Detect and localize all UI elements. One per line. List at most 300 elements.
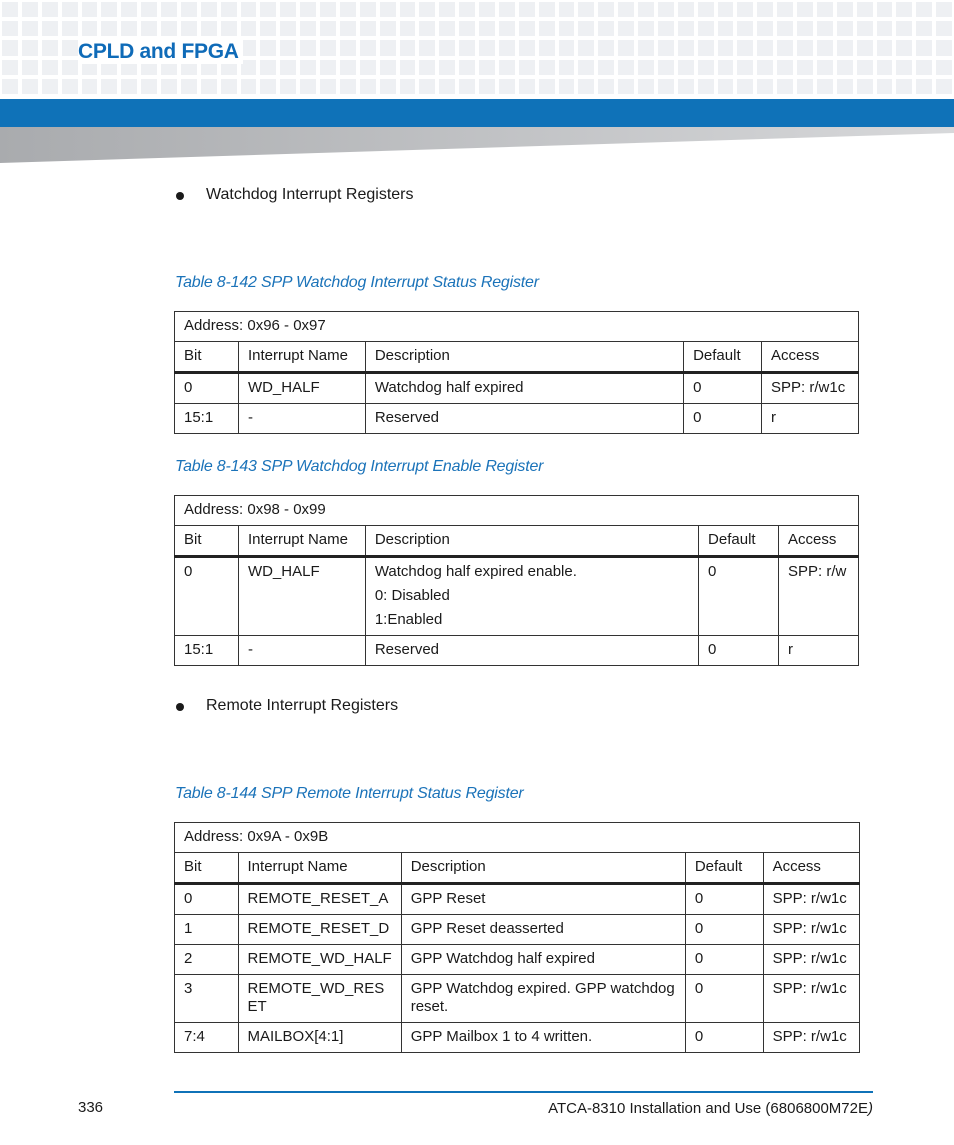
header-tile <box>280 40 296 55</box>
header-tile <box>658 21 674 36</box>
header-tile <box>896 2 912 17</box>
header-tile <box>419 79 435 94</box>
cell-access: SPP: r/w1c <box>763 915 859 945</box>
header-tile <box>121 79 137 94</box>
header-tile <box>598 2 614 17</box>
header-tile <box>62 2 78 17</box>
header-tile <box>698 60 714 75</box>
bullet-dot-icon <box>176 192 184 200</box>
header-tile <box>678 60 694 75</box>
header-tile <box>62 79 78 94</box>
header-tile <box>578 2 594 17</box>
header-tile <box>877 79 893 94</box>
header-tile <box>837 40 853 55</box>
header-tile <box>300 2 316 17</box>
header-tile <box>419 40 435 55</box>
cell-bit: 2 <box>175 945 239 975</box>
header-tile <box>82 79 98 94</box>
header-tile <box>141 2 157 17</box>
cell-interrupt-name: REMOTE_RESET_A <box>238 884 401 915</box>
header-tile <box>896 21 912 36</box>
document-title-text: ATCA-8310 Installation and Use (6806800M72E <box>548 1100 868 1117</box>
header-tile <box>539 21 555 36</box>
header-grey-wedge <box>0 127 954 163</box>
bullet-text: Watchdog Interrupt Registers <box>206 186 414 203</box>
header-tile <box>42 60 58 75</box>
header-tile <box>797 40 813 55</box>
document-title <box>548 1100 873 1117</box>
header-tile <box>916 60 932 75</box>
header-tile <box>439 2 455 17</box>
header-tile <box>380 21 396 36</box>
header-tile <box>737 21 753 36</box>
header-tile <box>439 40 455 55</box>
header-tile <box>320 40 336 55</box>
table-row <box>175 915 860 945</box>
header-tile <box>797 60 813 75</box>
cell-access: SPP: r/w1c <box>763 884 859 915</box>
header-tile <box>598 21 614 36</box>
header-tile <box>877 21 893 36</box>
header-tile <box>42 40 58 55</box>
header-tile <box>539 2 555 17</box>
header-tile <box>221 21 237 36</box>
table-142 <box>174 311 859 434</box>
header-tile <box>241 2 257 17</box>
header-tile <box>459 21 475 36</box>
table-143-caption: Table 8-143 SPP Watchdog Interrupt Enable Register <box>175 458 544 475</box>
header-tile <box>479 79 495 94</box>
column-header: Bit <box>175 853 239 884</box>
header-tile <box>400 21 416 36</box>
header-tile <box>360 60 376 75</box>
header-tile <box>260 60 276 75</box>
header-tile <box>360 79 376 94</box>
table-row <box>175 557 859 636</box>
cell-default: 0 <box>684 373 762 404</box>
header-tile <box>62 60 78 75</box>
cell-bit: 15:1 <box>175 636 239 666</box>
cell-interrupt-name: REMOTE_WD_HALF <box>238 945 401 975</box>
header-tile <box>837 2 853 17</box>
header-tile <box>578 60 594 75</box>
header-tile <box>459 60 475 75</box>
header-tile <box>499 60 515 75</box>
cell-default: 0 <box>685 915 763 945</box>
header-tile <box>419 2 435 17</box>
header-tile <box>300 60 316 75</box>
cell-bit: 1 <box>175 915 239 945</box>
header-tile <box>916 79 932 94</box>
page-title: CPLD and FPGA <box>78 40 243 64</box>
header-tile <box>22 2 38 17</box>
cell-interrupt-name: REMOTE_WD_RESET <box>238 975 401 1023</box>
cell-bit: 7:4 <box>175 1023 239 1053</box>
column-header: Description <box>365 526 698 557</box>
header-tile <box>2 2 18 17</box>
header-tile <box>618 21 634 36</box>
header-tile <box>260 79 276 94</box>
header-tile <box>817 2 833 17</box>
header-tile <box>916 40 932 55</box>
header-tile <box>101 2 117 17</box>
header-tile <box>201 79 217 94</box>
cell-bit: 0 <box>175 557 239 636</box>
header-tile <box>340 40 356 55</box>
column-header: Access <box>763 853 859 884</box>
header-tile <box>241 40 257 55</box>
header-tile <box>320 21 336 36</box>
header-tile <box>241 21 257 36</box>
cell-bit: 0 <box>175 373 239 404</box>
header-tile <box>320 60 336 75</box>
header-tile <box>698 2 714 17</box>
header-tile <box>618 79 634 94</box>
header-tile <box>380 79 396 94</box>
description-line: 1:Enabled <box>374 611 443 628</box>
header-tile <box>797 21 813 36</box>
header-tile <box>718 21 734 36</box>
header-tile <box>757 60 773 75</box>
column-header: Access <box>762 342 859 373</box>
header-tile <box>42 21 58 36</box>
page-number: 336 <box>78 1099 104 1116</box>
header-tile <box>658 40 674 55</box>
header-tile <box>519 21 535 36</box>
header-tile <box>817 21 833 36</box>
header-tile <box>797 79 813 94</box>
header-tile <box>777 40 793 55</box>
header-tile <box>42 79 58 94</box>
header-tile <box>2 60 18 75</box>
cell-interrupt-name: - <box>238 404 365 434</box>
header-tile <box>479 2 495 17</box>
header-tile <box>300 21 316 36</box>
header-tile <box>598 79 614 94</box>
header-tile <box>340 2 356 17</box>
header-tile <box>380 40 396 55</box>
cell-description: Watchdog half expired <box>365 373 683 404</box>
cell-access: r <box>762 404 859 434</box>
header-tile <box>201 21 217 36</box>
header-tile <box>380 2 396 17</box>
table-row <box>175 373 859 404</box>
cell-description: GPP Watchdog half expired <box>401 945 685 975</box>
table-row <box>175 945 860 975</box>
header-tile <box>777 21 793 36</box>
header-tile <box>141 79 157 94</box>
cell-default: 0 <box>685 884 763 915</box>
header-tile <box>718 40 734 55</box>
header-tile <box>698 79 714 94</box>
header-tile <box>698 40 714 55</box>
header-tile <box>519 60 535 75</box>
cell-default: 0 <box>685 1023 763 1053</box>
header-tile <box>857 40 873 55</box>
bullet-watchdog-registers <box>176 186 414 204</box>
table-142-caption: Table 8-142 SPP Watchdog Interrupt Status Register <box>175 274 539 291</box>
header-tile <box>896 40 912 55</box>
table-row <box>175 975 860 1023</box>
header-tile <box>360 21 376 36</box>
header-tile <box>837 60 853 75</box>
header-tile <box>459 40 475 55</box>
cell-description: Reserved <box>365 636 698 666</box>
cell-access: SPP: r/w1c <box>763 975 859 1023</box>
column-header: Interrupt Name <box>238 853 401 884</box>
header-tile <box>718 60 734 75</box>
header-tile <box>459 79 475 94</box>
header-tile <box>519 40 535 55</box>
table-row <box>175 884 860 915</box>
header-tile <box>161 2 177 17</box>
header-tile <box>559 21 575 36</box>
bullet-text: Remote Interrupt Registers <box>206 697 399 714</box>
header-tile <box>280 79 296 94</box>
bullet-dot-icon <box>176 703 184 711</box>
column-header: Default <box>684 342 762 373</box>
header-tile <box>62 21 78 36</box>
header-tile <box>857 2 873 17</box>
document-title-end: ) <box>868 1100 873 1117</box>
header-tile <box>121 2 137 17</box>
column-header: Description <box>365 342 683 373</box>
header-tile <box>598 60 614 75</box>
header-tile <box>221 2 237 17</box>
header-tile <box>280 21 296 36</box>
table-143 <box>174 495 859 666</box>
header-tile <box>340 60 356 75</box>
header-tile <box>479 21 495 36</box>
cell-default: 0 <box>685 975 763 1023</box>
header-tile <box>618 60 634 75</box>
header-tile <box>260 21 276 36</box>
header-tile <box>141 21 157 36</box>
cell-access: SPP: r/w <box>779 557 859 636</box>
cell-access: SPP: r/w1c <box>763 1023 859 1053</box>
header-tile <box>479 40 495 55</box>
header-tile <box>360 40 376 55</box>
header-tile <box>499 79 515 94</box>
description-line: Watchdog half expired enable. <box>374 563 577 580</box>
header-tile <box>400 79 416 94</box>
header-tile <box>936 60 952 75</box>
header-tile <box>300 40 316 55</box>
header-tile <box>638 21 654 36</box>
header-tile <box>837 21 853 36</box>
header-tile <box>698 21 714 36</box>
header-tile <box>757 2 773 17</box>
header-tile <box>598 40 614 55</box>
column-header: Interrupt Name <box>238 342 365 373</box>
header-tile <box>559 60 575 75</box>
header-tile <box>618 2 634 17</box>
header-tile <box>241 60 257 75</box>
header-tile <box>578 79 594 94</box>
header-tile <box>936 79 952 94</box>
header-tile <box>181 79 197 94</box>
cell-interrupt-name: WD_HALF <box>238 373 365 404</box>
column-header: Description <box>401 853 685 884</box>
header-tile <box>439 79 455 94</box>
header-tile <box>559 2 575 17</box>
header-tile <box>280 2 296 17</box>
header-tile <box>678 40 694 55</box>
header-tile <box>320 79 336 94</box>
cell-default: 0 <box>684 404 762 434</box>
cell-default: 0 <box>685 945 763 975</box>
column-header: Interrupt Name <box>238 526 365 557</box>
header-tile <box>638 79 654 94</box>
table-row <box>175 1023 860 1053</box>
header-tile <box>400 60 416 75</box>
cell-bit: 15:1 <box>175 404 239 434</box>
address-cell: Address: 0x96 - 0x97 <box>175 312 859 342</box>
header-tile <box>877 60 893 75</box>
table-header-row <box>175 526 859 557</box>
table-144-caption: Table 8-144 SPP Remote Interrupt Status Register <box>175 785 524 802</box>
column-header: Default <box>699 526 779 557</box>
header-tile <box>896 79 912 94</box>
header-tile <box>658 60 674 75</box>
cell-description: GPP Mailbox 1 to 4 written. <box>401 1023 685 1053</box>
header-tile <box>539 60 555 75</box>
header-tile <box>658 2 674 17</box>
table-address-row <box>175 496 859 526</box>
header-tile <box>181 21 197 36</box>
header-tile <box>777 79 793 94</box>
cell-description <box>365 557 698 636</box>
cell-interrupt-name: WD_HALF <box>238 557 365 636</box>
header-tile <box>439 21 455 36</box>
cell-description: GPP Reset deasserted <box>401 915 685 945</box>
header-tile <box>678 2 694 17</box>
header-tile <box>857 79 873 94</box>
header-tile <box>519 79 535 94</box>
header-tile <box>757 40 773 55</box>
header-tile <box>936 21 952 36</box>
header-tile <box>360 2 376 17</box>
header-tile <box>439 60 455 75</box>
header-tile <box>479 60 495 75</box>
header-tile <box>161 79 177 94</box>
header-tile <box>22 79 38 94</box>
cell-bit: 3 <box>175 975 239 1023</box>
address-cell: Address: 0x9A - 0x9B <box>175 823 860 853</box>
header-blue-band <box>0 99 954 127</box>
header-tile <box>459 2 475 17</box>
cell-description: Reserved <box>365 404 683 434</box>
header-tile <box>161 21 177 36</box>
header-tile <box>419 21 435 36</box>
header-tile <box>896 60 912 75</box>
header-tile <box>857 60 873 75</box>
header-tile <box>419 60 435 75</box>
header-tile <box>737 2 753 17</box>
header-tile <box>101 79 117 94</box>
cell-interrupt-name: REMOTE_RESET_D <box>238 915 401 945</box>
header-tile <box>936 2 952 17</box>
header-tile <box>82 21 98 36</box>
cell-access: SPP: r/w1c <box>763 945 859 975</box>
cell-description: GPP Watchdog expired. GPP watchdog reset. <box>401 975 685 1023</box>
header-tile <box>757 21 773 36</box>
header-tile <box>916 2 932 17</box>
header-tile <box>241 79 257 94</box>
header-tile <box>499 21 515 36</box>
header-tile <box>757 79 773 94</box>
cell-default: 0 <box>699 636 779 666</box>
address-cell: Address: 0x98 - 0x99 <box>175 496 859 526</box>
header-tile <box>260 2 276 17</box>
header-tile <box>300 79 316 94</box>
column-header: Bit <box>175 526 239 557</box>
header-tile <box>559 40 575 55</box>
cell-bit: 0 <box>175 884 239 915</box>
header-tile <box>499 2 515 17</box>
header-tile <box>539 79 555 94</box>
table-header-row <box>175 853 860 884</box>
header-tile <box>22 40 38 55</box>
cell-access: r <box>779 636 859 666</box>
header-tile <box>658 79 674 94</box>
header-tile <box>678 21 694 36</box>
column-header: Access <box>779 526 859 557</box>
cell-interrupt-name: - <box>238 636 365 666</box>
header-tile <box>578 40 594 55</box>
header-tile <box>718 79 734 94</box>
table-address-row <box>175 312 859 342</box>
cell-default: 0 <box>699 557 779 636</box>
header-tile <box>936 40 952 55</box>
table-row <box>175 404 859 434</box>
header-tile <box>678 79 694 94</box>
header-tile <box>519 2 535 17</box>
header-tile <box>22 60 38 75</box>
header-tile <box>817 79 833 94</box>
header-tile <box>280 60 296 75</box>
header-tile <box>777 2 793 17</box>
header-tile <box>320 2 336 17</box>
header-tile <box>877 2 893 17</box>
table-144 <box>174 822 860 1053</box>
header-tile <box>877 40 893 55</box>
header-tile <box>121 21 137 36</box>
header-tile <box>499 40 515 55</box>
header-tile <box>260 40 276 55</box>
header-tile <box>817 60 833 75</box>
cell-description: GPP Reset <box>401 884 685 915</box>
header-tile <box>777 60 793 75</box>
table-address-row <box>175 823 860 853</box>
header-tile <box>400 2 416 17</box>
header-tile <box>539 40 555 55</box>
cell-interrupt-name: MAILBOX[4:1] <box>238 1023 401 1053</box>
header-tile <box>618 40 634 55</box>
header-tile <box>817 40 833 55</box>
header-tile <box>2 79 18 94</box>
column-header: Default <box>685 853 763 884</box>
header-tile <box>578 21 594 36</box>
header-tile <box>2 21 18 36</box>
table-header-row <box>175 342 859 373</box>
column-header: Bit <box>175 342 239 373</box>
header-tile <box>638 40 654 55</box>
header-tile <box>82 2 98 17</box>
cell-access: SPP: r/w1c <box>762 373 859 404</box>
header-tile <box>737 40 753 55</box>
footer-rule <box>174 1091 873 1093</box>
